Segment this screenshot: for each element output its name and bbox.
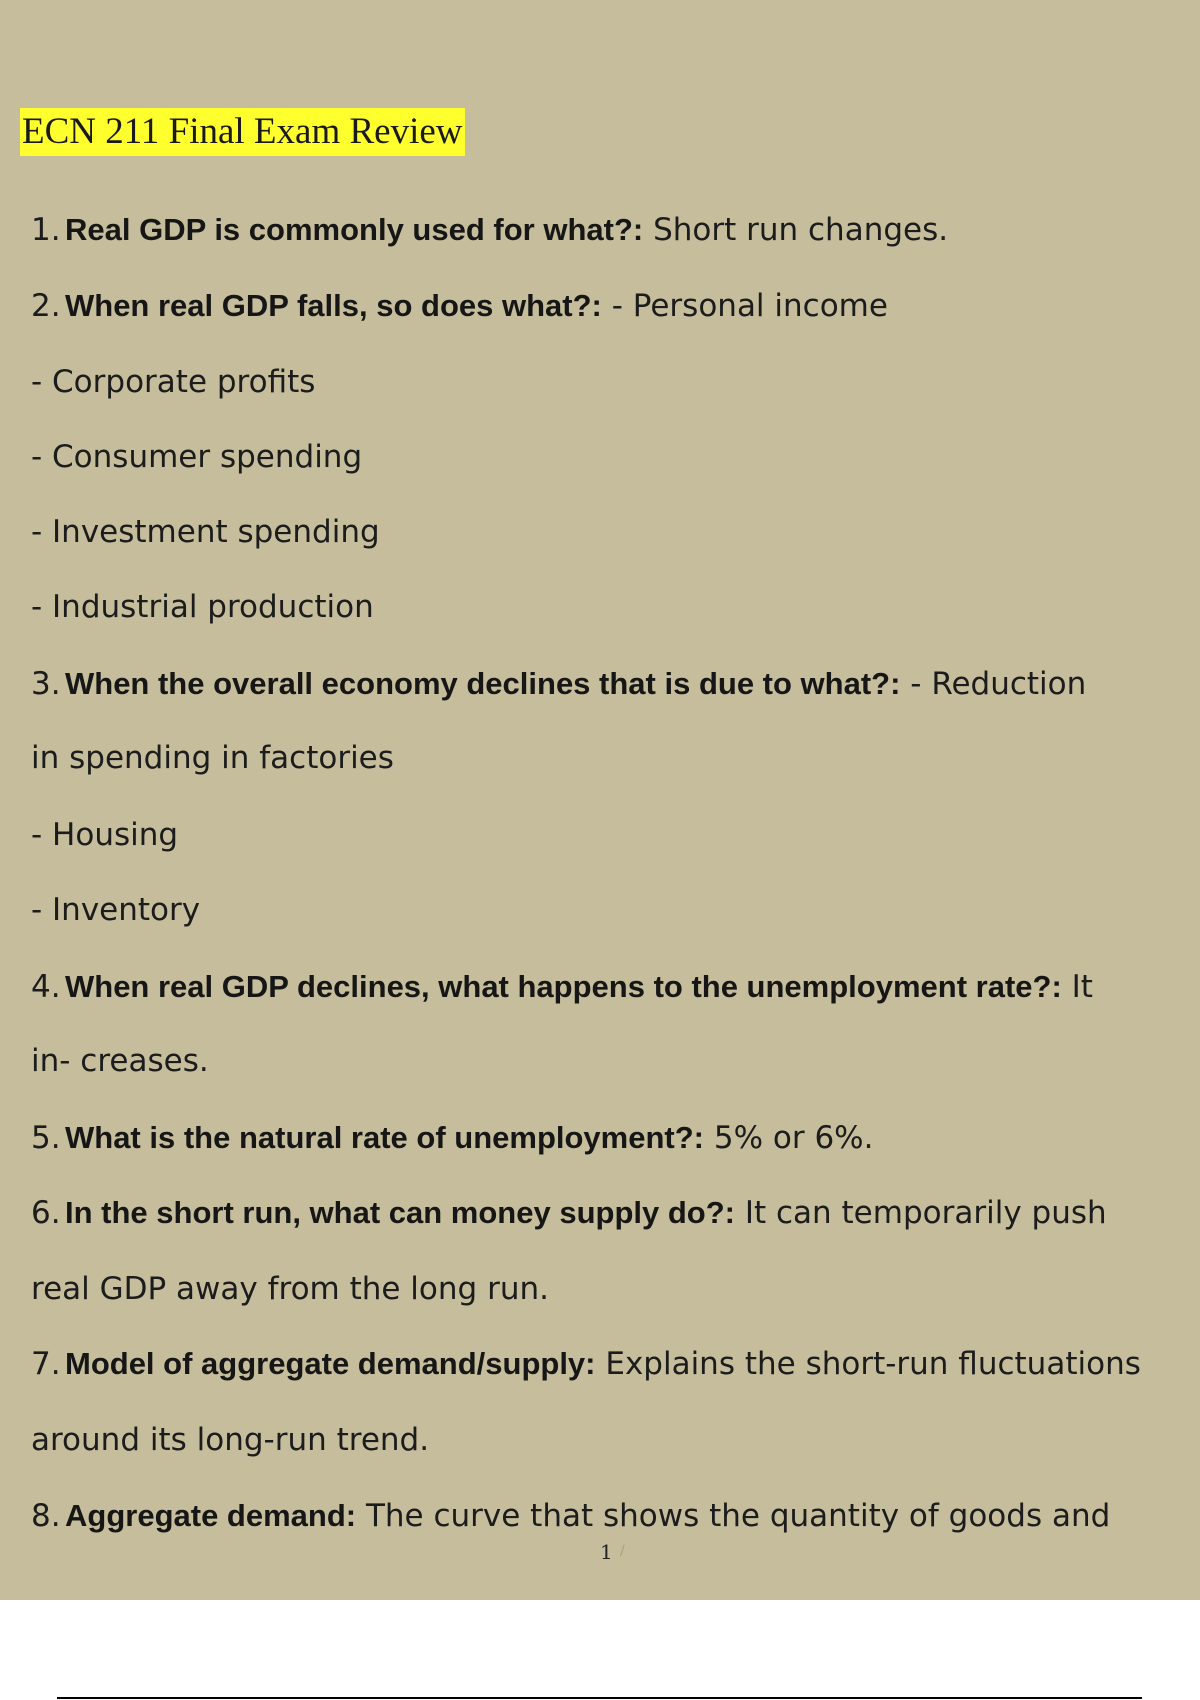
item-question: In the short run, what can money supply do?: <box>65 1195 735 1230</box>
page-number: 1 <box>600 1540 613 1564</box>
item-answer: It <box>1061 969 1093 1005</box>
list-item-3 <box>31 664 1086 704</box>
bullet-line: - Inventory <box>31 892 201 928</box>
item-question: What is the natural rate of unemployment?: <box>65 1120 704 1155</box>
list-item-4 <box>31 967 1093 1007</box>
item-number: 7. <box>31 1346 61 1382</box>
list-item-5 <box>31 1118 874 1158</box>
continuation-line: in- creases. <box>31 1043 209 1079</box>
bullet-line: - Industrial production <box>31 589 374 625</box>
item-number: 5. <box>31 1120 61 1156</box>
list-item-8 <box>31 1496 1110 1536</box>
continuation-line: in spending in factories <box>31 740 394 776</box>
item-question: When real GDP falls, so does what?: <box>65 288 602 323</box>
item-number: 3. <box>31 666 61 702</box>
item-answer: Short run changes. <box>643 212 949 248</box>
item-answer: It can temporarily push <box>734 1195 1107 1231</box>
list-item-1 <box>31 210 948 250</box>
item-question: When real GDP declines, what happens to the unemployment rate?: <box>65 969 1062 1004</box>
bullet-line: - Housing <box>31 817 179 853</box>
document-title: ECN 211 Final Exam Review <box>20 108 465 156</box>
item-number: 8. <box>31 1498 61 1534</box>
item-answer: - Reduction <box>900 666 1087 702</box>
item-number: 1. <box>31 212 61 248</box>
page-number-suffix: / <box>620 1543 625 1559</box>
bullet-line: - Corporate profits <box>31 364 316 400</box>
list-item-7 <box>31 1344 1141 1384</box>
list-item-6 <box>31 1193 1107 1233</box>
item-question: Real GDP is commonly used for what?: <box>65 212 644 247</box>
item-question: Model of aggregate demand/supply: <box>65 1346 596 1381</box>
item-question: Aggregate demand: <box>65 1498 357 1533</box>
item-question: When the overall economy declines that is due to what?: <box>65 666 901 701</box>
item-number: 6. <box>31 1195 61 1231</box>
continuation-line: real GDP away from the long run. <box>31 1271 549 1307</box>
item-answer: Explains the short-run fluctuations <box>595 1346 1141 1382</box>
item-answer: 5% or 6%. <box>704 1120 874 1156</box>
item-answer: - Personal income <box>601 288 888 324</box>
list-item-2 <box>31 286 888 326</box>
continuation-line: around its long-run trend. <box>31 1422 430 1458</box>
item-number: 4. <box>31 969 61 1005</box>
page-divider <box>57 1697 1142 1699</box>
bullet-line: - Consumer spending <box>31 439 363 475</box>
bullet-line: - Investment spending <box>31 514 380 550</box>
item-answer: The curve that shows the quantity of goods and <box>356 1498 1111 1534</box>
item-number: 2. <box>31 288 61 324</box>
